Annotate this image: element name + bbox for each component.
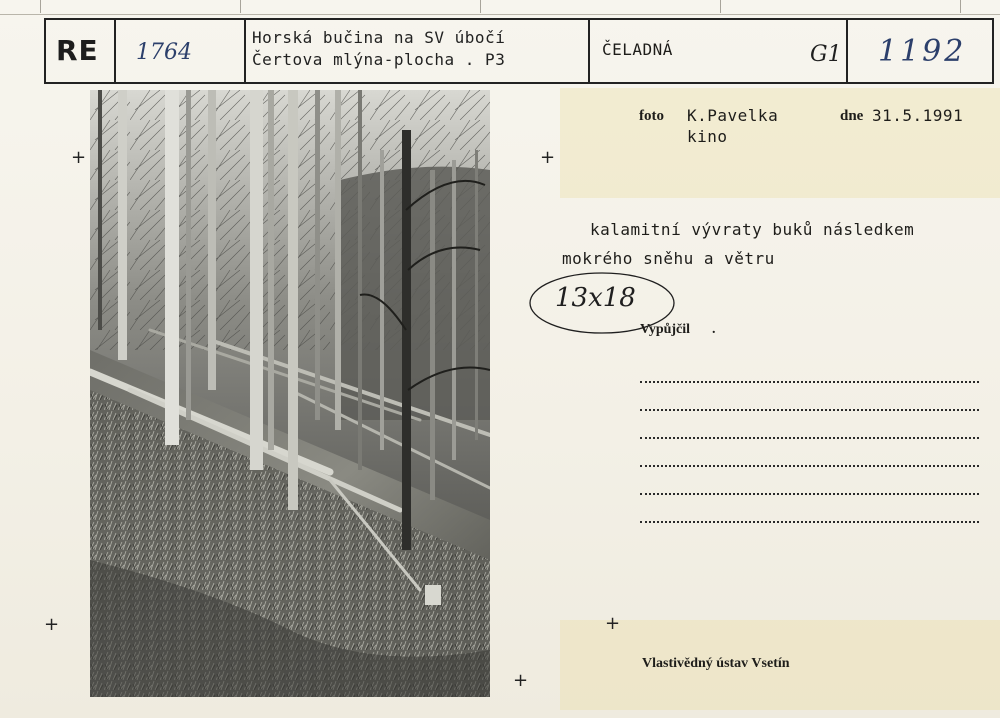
registration-mark: + <box>44 614 60 635</box>
location-line-2: Čertova mlýna-plocha . P3 <box>252 50 506 69</box>
institution-name: Vlastivědný ústav Vsetín <box>642 656 790 671</box>
photo-date: 31.5.1991 <box>872 106 964 125</box>
photo-medium: kino <box>687 127 728 146</box>
loan-line <box>640 409 979 411</box>
code-value: RE <box>56 34 99 67</box>
number-cell <box>116 20 246 82</box>
location-cell <box>246 20 590 82</box>
foto-label: foto <box>639 108 664 124</box>
loan-line <box>640 465 979 467</box>
registration-mark: + <box>513 670 529 691</box>
perforation-line <box>0 14 1000 15</box>
loan-line <box>640 437 979 439</box>
loan-line <box>640 521 979 523</box>
forest-photograph <box>90 90 490 697</box>
cut-mark <box>40 0 41 13</box>
location-line-1: Horská bučina na SV úbočí <box>252 28 506 47</box>
forest-photo-image <box>90 90 490 697</box>
catalog-prefix: G1 <box>810 42 842 67</box>
number-value: 1764 <box>136 40 192 65</box>
cut-mark <box>240 0 241 13</box>
paper-stain <box>560 88 1000 198</box>
loan-line <box>640 381 979 383</box>
header-table <box>44 18 994 84</box>
place-cell <box>590 20 848 82</box>
code-cell <box>46 20 116 82</box>
date-label: dne <box>840 108 864 124</box>
catalog-number: 1192 <box>878 34 967 69</box>
loan-line <box>640 493 979 495</box>
loan-label: Vypůjčil <box>640 322 691 337</box>
cut-mark <box>960 0 961 13</box>
place-value: ČELADNÁ <box>602 40 673 59</box>
cut-mark <box>480 0 481 13</box>
description-line-2: mokrého sněhu a větru <box>562 249 775 268</box>
registration-mark: + <box>71 147 87 168</box>
catalog-cell <box>848 20 992 82</box>
registration-mark: + <box>540 147 556 168</box>
description-line-1: kalamitní vývraty buků následkem <box>590 220 915 239</box>
cut-mark <box>720 0 721 13</box>
photographer-name: K.Pavelka <box>687 106 779 125</box>
registration-mark: + <box>605 613 621 634</box>
format-note: 13x18 <box>555 283 636 313</box>
loan-dot: . <box>712 322 716 337</box>
